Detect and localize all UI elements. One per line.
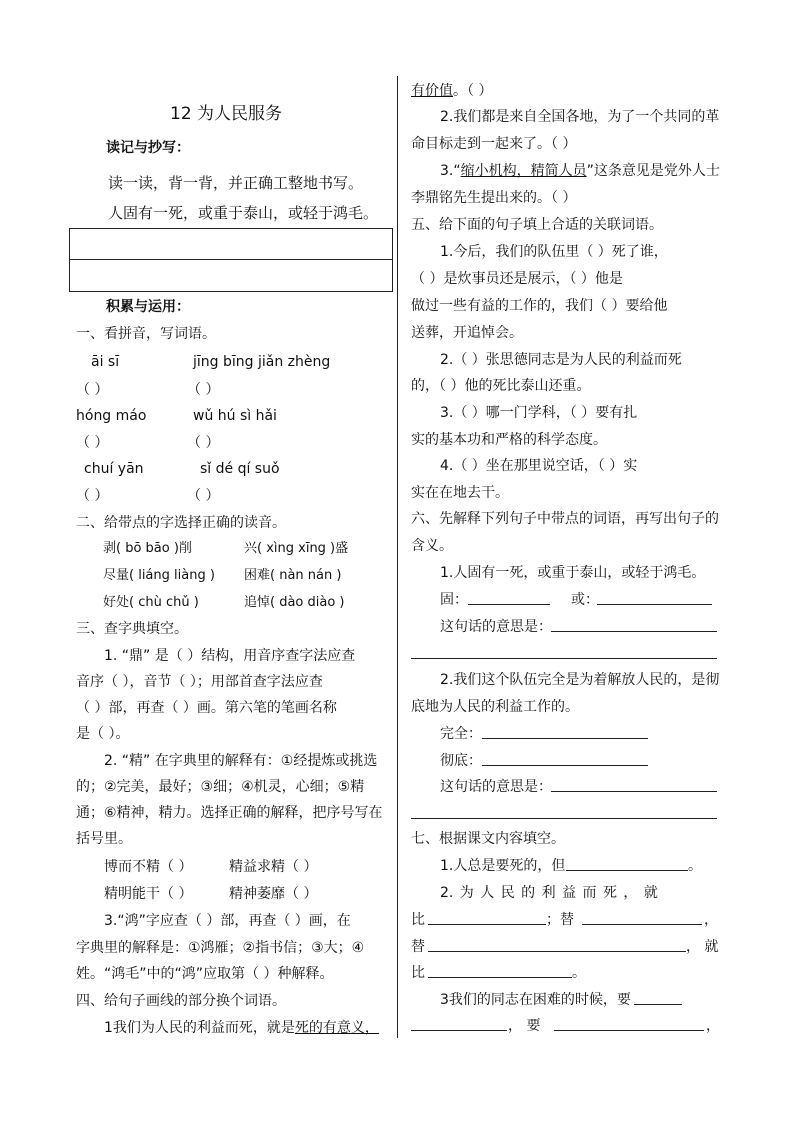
answer-bracket-3a[interactable]: （ ）: [76, 488, 109, 504]
q7-2-comma-1: ，: [704, 912, 718, 928]
q7-3-text: 3我们的同志在困难的时候，要: [440, 992, 631, 1008]
q7-3-end: ，: [706, 1018, 720, 1034]
q3-1-line-c: （ ）部，再查（ ）画。第六笔的笔画名称: [76, 700, 337, 716]
reading-choice-1[interactable]: 剥( bō bāo )削: [103, 541, 192, 556]
pinyin-3a: chuí yān: [84, 461, 144, 477]
pinyin-2a: hóng máo: [76, 408, 147, 424]
q5-4-line-b: 实在在地去干。: [411, 485, 509, 501]
q6-2-chedi-answer-line[interactable]: [482, 765, 648, 766]
q7-2-answer-line-3[interactable]: [428, 951, 686, 952]
q7-3-answer-line-3[interactable]: [554, 1030, 704, 1031]
q6-2-line-b: 底地为人民的利益工作的。: [411, 699, 579, 715]
q6-1-meaning-line-2[interactable]: [411, 658, 717, 659]
pinyin-3b: sǐ dé qí suǒ: [200, 461, 280, 477]
reading-choice-3[interactable]: 尽量( liáng liàng ): [103, 568, 215, 583]
q3-2-line-c: 通；⑥精神，精力。选择正确的解释，把序号写在: [76, 805, 383, 821]
q6-1-meaning-line-1[interactable]: [551, 631, 717, 632]
answer-bracket-2b[interactable]: （ ）: [187, 435, 220, 451]
q3-1-line-d: 是（ ）。: [76, 726, 130, 742]
q4-2-line-b: 命目标走到一起来了。（ ）: [411, 136, 577, 152]
q4-3-text: ”这条意见是党外人士: [586, 163, 720, 179]
reading-choice-2[interactable]: 兴( xìng xīng )盛: [244, 541, 349, 556]
q4-1-underlined: 死的有意义，: [294, 1020, 379, 1036]
word-jing-ming-neng-gan[interactable]: 精明能干（ ）: [104, 886, 193, 902]
q7-2-end: 。: [572, 965, 586, 981]
section-heading-duji: 读记与抄写：: [106, 140, 190, 156]
q7-3-answer-line-2[interactable]: [411, 1030, 507, 1031]
q6-2-wanquan-label: 完全：: [440, 726, 482, 742]
q7-2-bi-label: 比: [411, 912, 425, 928]
copy-writing-box[interactable]: [69, 228, 393, 292]
q3-2-line-b: 的；②完美，最好；③细；④机灵，心细；⑤精: [76, 779, 365, 795]
q6-2-meaning-label: 这句话的意思是：: [440, 779, 552, 795]
section-6-heading-b: 含义。: [411, 538, 453, 554]
section-7-heading: 七、根据课文内容填空。: [411, 831, 565, 847]
q4-1-line-a: [104, 1018, 379, 1038]
q4-1-line-b: [411, 81, 492, 101]
q5-3-line-a: 3.（ ）哪一门学科，（ ）要有扎: [440, 405, 638, 421]
q5-1-line-d: 送葬，开追悼会。: [411, 325, 523, 341]
read-instruction: 读一读，背一背，并正确工整地书写。: [108, 174, 364, 192]
q6-1-huo-label: 或：: [571, 592, 599, 608]
q7-2-bi-label-2: 比: [411, 965, 425, 981]
q6-2-wanquan-answer-line[interactable]: [482, 738, 648, 739]
answer-bracket-1a[interactable]: （ ）: [76, 382, 109, 398]
section-3-heading: 三、查字典填空。: [76, 621, 188, 637]
page-title: 12 为人民服务: [170, 104, 283, 124]
q4-1-bracket[interactable]: 。（ ）: [453, 83, 493, 99]
q5-2-line-a: 2.（ ）张思德同志是为人民的利益而死: [440, 352, 682, 368]
pinyin-1b: jīng bīng jiǎn zhèng: [193, 354, 331, 370]
q3-3-line-c: 姓。“鸿毛”中的“鸿”应取第（ ）种解释。: [76, 966, 334, 982]
q7-2-answer-line-2[interactable]: [582, 924, 702, 925]
q6-2-meaning-line-1[interactable]: [551, 791, 717, 792]
q6-1-meaning-label: 这句话的意思是：: [440, 619, 552, 635]
section-heading-jilei: 积累与运用：: [106, 299, 190, 315]
q7-2-jiu: ， 就: [686, 939, 719, 955]
q4-3-line-b: 李鼎铭先生提出来的。（ ）: [411, 190, 577, 206]
reading-choice-5[interactable]: 好处( chù chǔ ): [103, 595, 199, 610]
q4-2-line-a: 2.我们都是来自全国各地，为了一个共同的革: [440, 109, 720, 125]
q3-1-line-a: 1. “鼎” 是（ ）结构，用音序查字法应查: [104, 648, 356, 664]
q4-1-text: 1我们为人民的利益而死，就是: [104, 1020, 295, 1036]
copy-box-divider: [70, 259, 392, 260]
q4-1-underlined-cont: 有价值: [411, 83, 453, 99]
section-1-heading: 一、看拼音，写词语。: [76, 326, 216, 342]
q7-2-ti-label-2: 替: [411, 939, 425, 955]
q7-1-text: 1.人总是要死的，但: [440, 858, 566, 874]
q6-1-huo-answer-line[interactable]: [597, 604, 712, 605]
q7-2-ti-label: ；替: [546, 912, 574, 928]
q5-1-line-c: 做过一些有益的工作的，我们（ ）要给他: [411, 298, 668, 314]
pinyin-1a: āi sī: [91, 354, 120, 370]
answer-bracket-1b[interactable]: （ ）: [187, 382, 220, 398]
column-divider: [397, 76, 398, 1038]
q5-2-line-b: 的，（ ）他的死比泰山还重。: [411, 378, 591, 394]
word-jing-shen-wei-mi[interactable]: 精神萎靡（ ）: [229, 886, 318, 902]
reading-choice-4[interactable]: 困难( nàn nán ): [244, 568, 342, 583]
word-bo-er-bu-jing[interactable]: 博而不精（ ）: [104, 859, 193, 875]
section-4-heading: 四、给句子画线的部分换个词语。: [76, 993, 286, 1009]
q5-3-line-b: 实的基本功和严格的科学态度。: [411, 432, 607, 448]
q6-2-line-a: 2.我们这个队伍完全是为着解放人民的，是彻: [440, 672, 720, 688]
answer-bracket-2a[interactable]: （ ）: [76, 435, 109, 451]
pinyin-2b: wǔ hú sì hǎi: [193, 408, 277, 424]
q3-3-line-b: 字典里的解释是：①鸿雁；②指书信；③大；④: [76, 940, 365, 956]
q3-2-line-d: 括号里。: [76, 831, 132, 847]
q7-2-answer-line-1[interactable]: [428, 924, 546, 925]
q5-1-line-a: 1.今后，我们的队伍里（ ）死了谁，: [440, 244, 668, 260]
q6-2-chedi-label: 彻底：: [440, 753, 482, 769]
q7-3-answer-line-1[interactable]: [634, 1004, 682, 1005]
q7-1-answer-line[interactable]: [566, 870, 688, 871]
q3-1-line-b: 音序（ ），音节（ ）；用部首查字法应查: [76, 674, 323, 690]
word-jing-yi-qiu-jing[interactable]: 精益求精（ ）: [229, 859, 318, 875]
section-5-heading: 五、给下面的句子填上合适的关联词语。: [411, 217, 663, 233]
reading-choice-6[interactable]: 追悼( dào diào ): [244, 595, 345, 610]
q6-1-sentence: 1.人固有一死，或重于泰山，或轻于鸿毛。: [440, 565, 706, 581]
q4-3-underlined: 缩小机构，精简人员: [460, 163, 587, 179]
q4-3-line-a: [440, 161, 720, 181]
q5-1-line-b: （ ）是炊事员还是展示，（ ）他是: [411, 271, 623, 287]
q7-1-end: 。: [688, 858, 702, 874]
q4-3-open-quote: 3.“: [440, 163, 461, 179]
q5-4-line-a: 4.（ ）坐在那里说空话，（ ）实: [440, 458, 638, 474]
section-6-heading-a: 六、先解释下列句子中带点的词语，再写出句子的: [411, 511, 719, 527]
q3-3-line-a: 3.“鸿”字应查（ ）部，再查（ ）画，在: [104, 913, 351, 929]
q6-2-meaning-line-2[interactable]: [411, 818, 717, 819]
q6-1-gu-answer-line[interactable]: [468, 604, 550, 605]
answer-bracket-3b[interactable]: （ ）: [187, 488, 220, 504]
q7-2-answer-line-4[interactable]: [428, 977, 572, 978]
q3-2-line-a: 2. “精” 在字典里的解释有：①经提炼或挑选: [104, 753, 378, 769]
read-sentence: 人固有一死，或重于泰山，或轻于鸿毛。: [108, 204, 379, 222]
q6-1-gu-label: 固：: [440, 592, 468, 608]
q7-3-yao-label: ， 要: [508, 1018, 541, 1034]
q7-2-line-a: 2. 为 人 民 的 利 益 而 死 ， 就: [440, 885, 658, 901]
section-2-heading: 二、给带点的字选择正确的读音。: [76, 515, 286, 531]
